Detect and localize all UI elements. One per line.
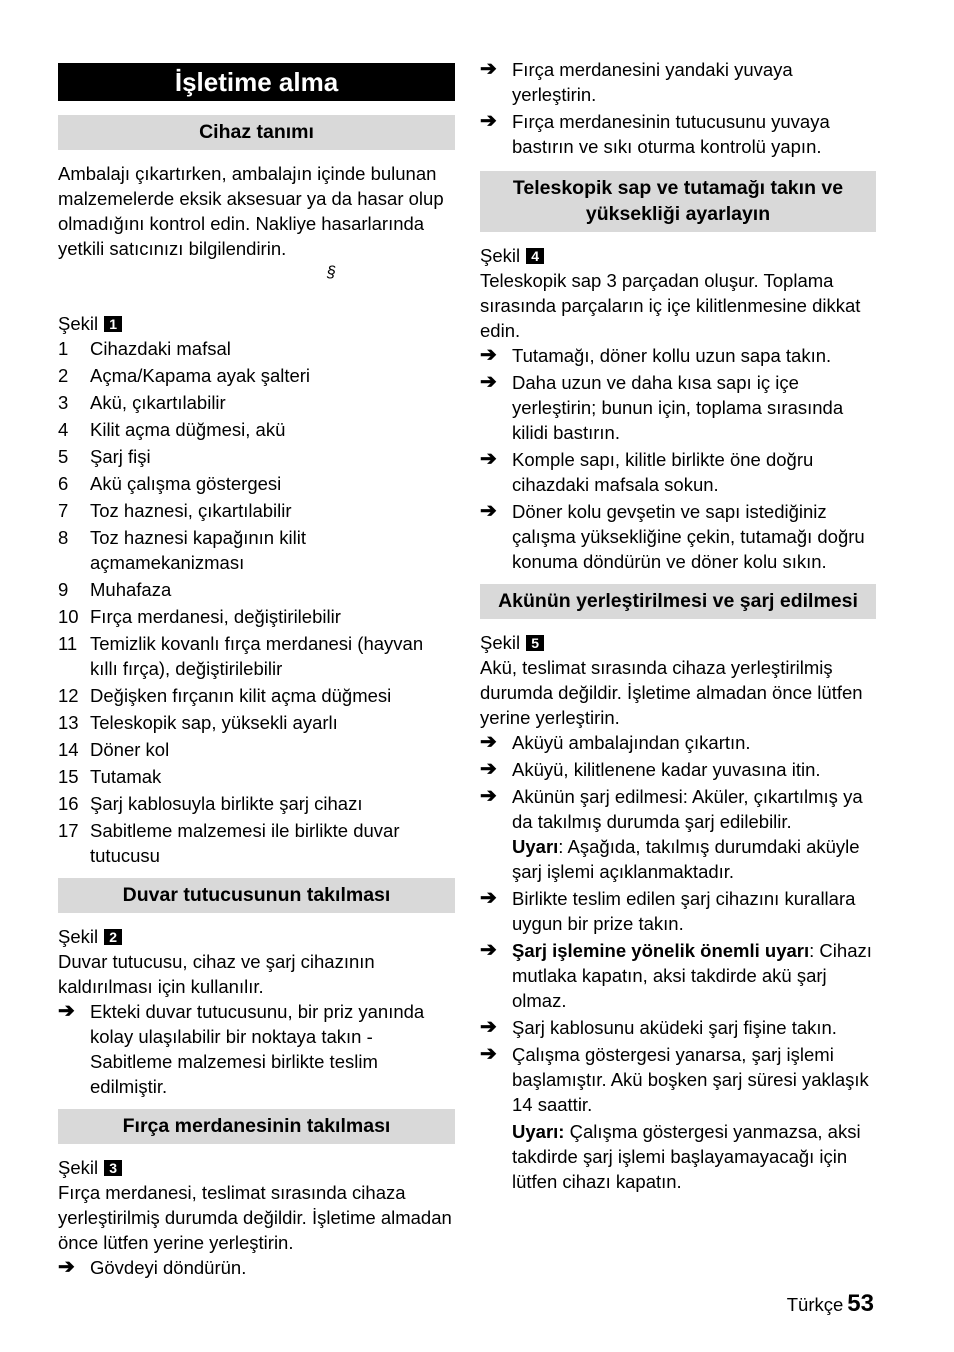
battery-text: Akü, teslimat sırasında cihaza yerleştirilmiş durumda değildir. İşletime almadan önce lütfen yerine yerleştirin. — [480, 657, 863, 728]
arrow-icon: ➔ — [480, 1016, 497, 1038]
arrow-icon: ➔ — [480, 887, 497, 909]
figure-number-badge: 3 — [104, 1160, 122, 1176]
arrow-icon: ➔ — [480, 731, 497, 753]
instruction-step: ➔ Tutamağı, döner kollu uzun sapa takın. — [480, 344, 832, 366]
list-item: 10 Fırça merdanesi, değiştirilebilir — [58, 606, 341, 627]
instruction-step: ➔ Fırça merdanesinin tutucusunu yuvaya bastırın ve sıkı oturma kontrolü yapın. — [480, 110, 830, 157]
right-column — [480, 57, 876, 1196]
instruction-step: ➔ Aküyü, kilitlenene kadar yuvasına itin. — [480, 758, 821, 780]
arrow-icon: ➔ — [480, 58, 497, 80]
arrow-icon: ➔ — [58, 1256, 75, 1278]
arrow-icon: ➔ — [480, 500, 497, 522]
figure-ref: Şekil 3 — [58, 1155, 455, 1180]
warning-label: Şarj işlemine yönelik önemli uyarı — [512, 940, 810, 961]
figure-ref: Şekil 1 — [58, 311, 455, 336]
instruction-step: ➔ Şarj işlemine yönelik önemli uyarı: Cihazı mutlaka kapatın, aksi takdirde akü şarj olmaz. — [480, 939, 872, 1011]
page-title: İşletime alma — [58, 63, 455, 101]
instruction-step: ➔ Gövdeyi döndürün. — [58, 1256, 247, 1278]
figure-number-badge: 1 — [104, 316, 122, 332]
list-item: 17 Sabitleme malzemesi ile birlikte duvar tutucusu — [58, 820, 400, 866]
arrow-icon: ➔ — [58, 1000, 75, 1022]
arrow-icon: ➔ — [480, 939, 497, 961]
section-heading-brush: Fırça merdanesinin takılması — [58, 1109, 455, 1144]
instruction-step: ➔ Ekteki duvar tutucusunu, bir priz yanında kolay ulaşılabilir bir noktaya takın - Sabitleme malzemesi birlikte teslim edilmiştir. — [58, 1000, 425, 1097]
list-item: 16 Şarj kablosuyla birlikte şarj cihazı — [58, 793, 363, 814]
warning-label: Uyarı — [512, 836, 559, 857]
figure-ref: Şekil 2 — [58, 924, 455, 949]
telescope-text: Teleskopik sap 3 parçadan oluşur. Toplama sırasında parçaların iç içe kilitlenmesine dikkat edin. — [480, 270, 861, 341]
list-item: 3 Akü, çıkartılabilir — [58, 392, 226, 413]
list-item: 5 Şarj fişi — [58, 446, 151, 467]
instruction-step: ➔ Döner kolu gevşetin ve sapı istediğiniz çalışma yüksekliğine çekin, tutamağı doğru konuma döndürün ve döner kolu sıkın. — [480, 500, 865, 572]
instruction-step: ➔ Aküyü ambalajından çıkartın. — [480, 731, 751, 753]
arrow-icon: ➔ — [480, 110, 497, 132]
list-item: 9 Muhafaza — [58, 579, 172, 600]
section-heading-telescope: Teleskopik sap ve tutamağı takın ve yüksekliği ayarlayın — [480, 171, 876, 232]
instruction-step: ➔ Akünün şarj edilmesi: Aküler, çıkartılmış ya da takılmış durumda şarj edilebilir. Uyarı: Aşağıda, takılmış durumdaki aküyle şarj işlemi açıklanmaktadır. — [480, 785, 863, 882]
arrow-icon: ➔ — [480, 785, 497, 807]
section-heading-wall: Duvar tutucusunun takılması — [58, 878, 455, 913]
figure-ref: Şekil 4 — [480, 243, 876, 268]
brush-text: Fırça merdanesi, teslimat sırasında cihaza yerleştirilmiş durumda değildir. İşletime almadan önce lütfen yerine yerleştirin. — [58, 1182, 452, 1253]
figure-number-badge: 2 — [104, 929, 122, 945]
list-item: 14 Döner kol — [58, 739, 170, 760]
figure-number-badge: 4 — [526, 248, 544, 264]
figure-ref: Şekil 5 — [480, 630, 876, 655]
warning-note: Uyarı: Çalışma göstergesi yanmazsa, aksi takdirde şarj işlemi başlayamayacağı için lütfen cihazı kapatın. — [512, 1121, 861, 1192]
device-intro: Ambalajı çıkartırken, ambalajın içinde bulunan malzemelerde eksik aksesuar ya da hasar olup olmadığını kontrol edin. Nakliye hasarlarında yetkili satıcınızı bilgilendirin. — [58, 163, 444, 259]
list-item: 11 Temizlik kovanlı fırça merdanesi (hayvan kıllı fırça), değiştirilebilir — [58, 633, 424, 679]
instruction-step: ➔ Fırça merdanesini yandaki yuvaya yerleştirin. — [480, 58, 793, 105]
wall-text: Duvar tutucusu, cihaz ve şarj cihazının kaldırılması için kullanılır. — [58, 951, 375, 997]
arrow-icon: ➔ — [480, 344, 497, 366]
arrow-icon: ➔ — [480, 1043, 497, 1065]
figure-number-badge: 5 — [526, 635, 544, 651]
list-item: 12 Değişken fırçanın kilit açma düğmesi — [58, 685, 392, 706]
section-heading-device: Cihaz tanımı — [58, 115, 455, 150]
footer-language: Türkçe — [786, 1294, 844, 1315]
list-item: 1 Cihazdaki mafsal — [58, 338, 231, 359]
section-heading-battery: Akünün yerleştirilmesi ve şarj edilmesi — [480, 584, 876, 619]
instruction-step: ➔ Daha uzun ve daha kısa sapı iç içe yerleştirin; bunun için, toplama sırasında kilidi bastırın. — [480, 371, 844, 443]
list-item: 2 Açma/Kapama ayak şalteri — [58, 365, 311, 386]
list-item: 7 Toz haznesi, çıkartılabilir — [58, 500, 292, 521]
left-column — [58, 63, 455, 1282]
instruction-step: ➔ Şarj kablosunu aküdeki şarj fişine takın. — [480, 1016, 837, 1038]
section-symbol: § — [327, 264, 336, 281]
instruction-step: ➔ Birlikte teslim edilen şarj cihazını kurallara uygun bir prize takın. — [480, 887, 856, 934]
instruction-step: ➔ Çalışma göstergesi yanarsa, şarj işlemi başlamıştır. Akü boşken şarj süresi yaklaşık 14 saattir. — [480, 1043, 869, 1115]
list-item: 4 Kilit açma düğmesi, akü — [58, 419, 286, 440]
warning-label: Uyarı: — [512, 1121, 565, 1142]
parts-list — [58, 336, 455, 868]
instruction-step: ➔ Komple sapı, kilitle birlikte öne doğru cihazdaki mafsala sokun. — [480, 448, 814, 495]
page-number: 53 — [847, 1290, 874, 1317]
list-item: 8 Toz haznesi kapağının kilit açmamekanizması — [58, 527, 306, 573]
arrow-icon: ➔ — [480, 371, 497, 393]
arrow-icon: ➔ — [480, 448, 497, 470]
list-item: 13 Teleskopik sap, yüksekli ayarlı — [58, 712, 338, 733]
list-item: 6 Akü çalışma göstergesi — [58, 473, 282, 494]
arrow-icon: ➔ — [480, 758, 497, 780]
page-footer — [787, 1290, 874, 1318]
list-item: 15 Tutamak — [58, 766, 162, 787]
